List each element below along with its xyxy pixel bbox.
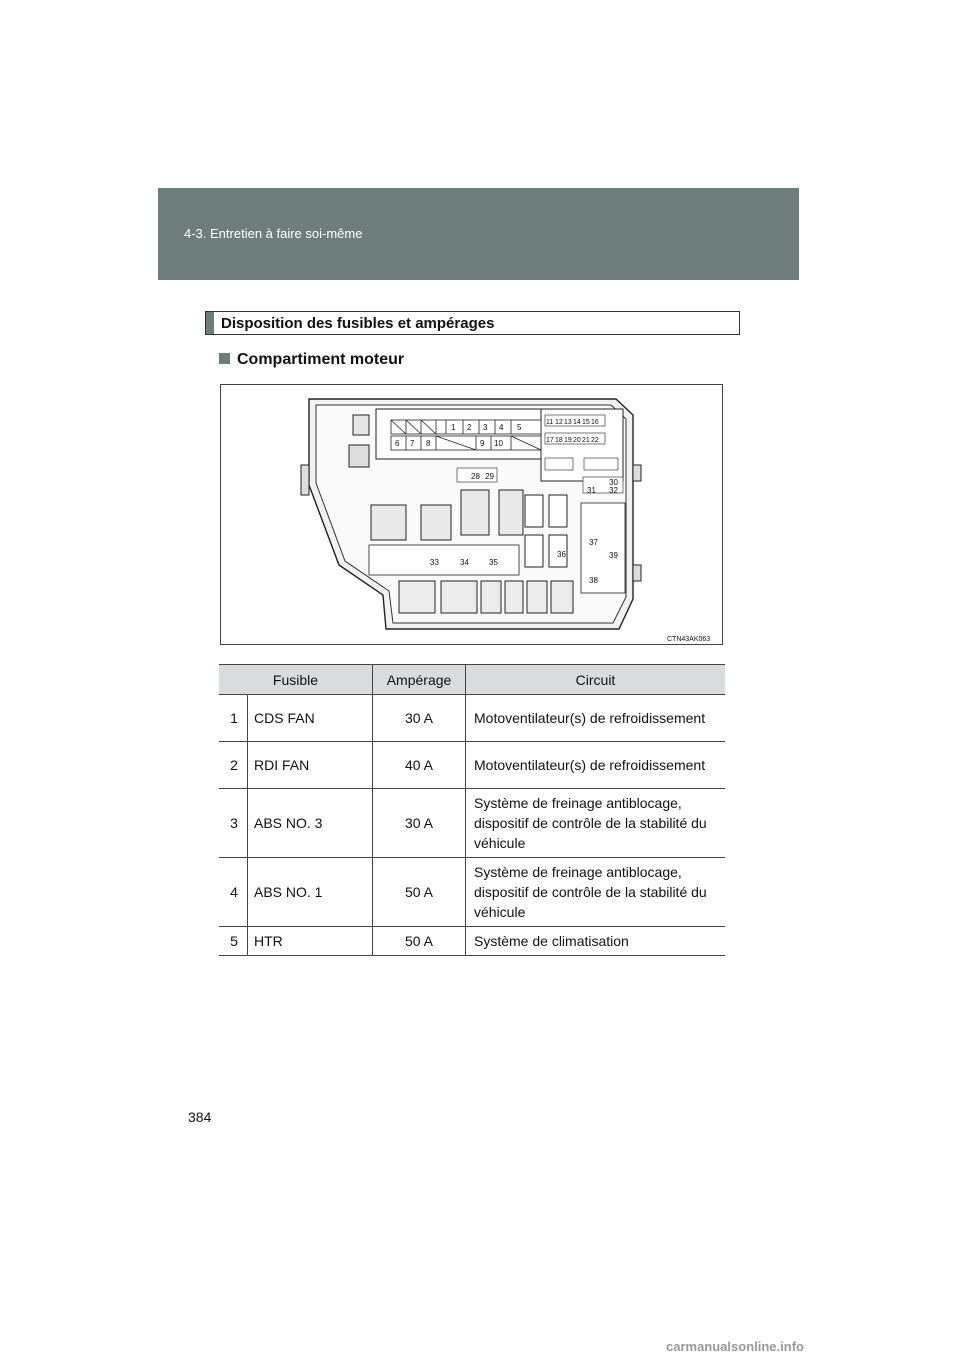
fuse-label: 11 [546, 419, 554, 426]
fuse-label: 29 [485, 472, 494, 481]
fuse-label: 28 [471, 472, 480, 481]
fuse-amperage: 50 A [373, 858, 466, 927]
fuse-label: 37 [589, 538, 598, 547]
fuse-number: 1 [219, 695, 248, 742]
fuse-label: 35 [489, 558, 498, 567]
table-row [219, 927, 725, 956]
fuse-label: 16 [591, 419, 599, 426]
fuse-label: 34 [460, 558, 469, 567]
diagram-code: CTN43AK063 [667, 636, 711, 643]
fuse-amperage: 30 A [373, 695, 466, 742]
fuse-label: 10 [494, 439, 503, 448]
fuse-label: 19 [564, 437, 572, 444]
fuse-name: CDS FAN [248, 695, 373, 742]
fuse-label: 21 [582, 437, 590, 444]
fuse-circuit: Motoventilateur(s) de refroidissement [466, 695, 726, 742]
fuse-circuit: Système de climatisation [466, 927, 726, 956]
fuse-label: 3 [483, 423, 488, 432]
fuse-label: 36 [557, 550, 566, 559]
fuse-label: 5 [517, 423, 522, 432]
fuse-table [219, 664, 725, 956]
column-header-circuit: Circuit [466, 665, 726, 695]
square-bullet-icon [219, 353, 230, 364]
fuse-label: 7 [410, 439, 415, 448]
table-row [219, 789, 725, 858]
section-title-bar [206, 312, 214, 334]
fuse-number: 3 [219, 789, 248, 858]
fuse-label: 13 [564, 419, 572, 426]
fuse-circuit: Système de freinage antiblocage, dispositif de contrôle de la stabilité du véhicule [466, 789, 726, 858]
fuse-label: 33 [430, 558, 439, 567]
fuse-label: 22 [591, 437, 599, 444]
fuse-name: RDI FAN [248, 742, 373, 789]
fuse-label: 14 [573, 419, 581, 426]
fuse-number: 4 [219, 858, 248, 927]
fuse-label: 18 [555, 437, 563, 444]
fuse-amperage: 40 A [373, 742, 466, 789]
fuse-label: 31 [587, 486, 596, 495]
fuse-label: 1 [451, 423, 456, 432]
watermark-link[interactable]: carmanualsonline.info [666, 1339, 804, 1354]
chapter-header-band [158, 188, 799, 280]
fuse-label: 8 [426, 439, 431, 448]
column-header-fuse: Fusible [219, 665, 373, 695]
subsection-title: Compartiment moteur [237, 351, 405, 368]
fuse-name: ABS NO. 3 [248, 789, 373, 858]
fuse-label: 30 [609, 478, 618, 487]
fuse-name: HTR [248, 927, 373, 956]
fuse-label: 6 [395, 439, 400, 448]
fuse-box-illustration [221, 385, 724, 646]
fuse-number: 2 [219, 742, 248, 789]
subsection-heading [219, 351, 404, 369]
fuse-box-diagram [220, 384, 723, 645]
fuse-label: 39 [609, 551, 618, 560]
fuse-label: 20 [573, 437, 581, 444]
fuse-label: 4 [499, 423, 504, 432]
fuse-name: ABS NO. 1 [248, 858, 373, 927]
table-row [219, 742, 725, 789]
fuse-label: 12 [555, 419, 563, 426]
fuse-label: 17 [546, 437, 554, 444]
fuse-circuit: Système de freinage antiblocage, dispositif de contrôle de la stabilité du véhicule [466, 858, 726, 927]
fuse-label: 9 [480, 439, 485, 448]
breadcrumb: 4-3. Entretien à faire soi-même [184, 226, 363, 241]
table-row [219, 858, 725, 927]
fuse-circuit: Motoventilateur(s) de refroidissement [466, 742, 726, 789]
page-number: 384 [188, 1109, 212, 1125]
section-title: Disposition des fusibles et ampérages [221, 315, 495, 332]
fuse-amperage: 30 A [373, 789, 466, 858]
table-header-row [219, 665, 725, 695]
column-header-amperage: Ampérage [373, 665, 466, 695]
fuse-label: 15 [582, 419, 590, 426]
fuse-amperage: 50 A [373, 927, 466, 956]
section-title-box [205, 311, 740, 335]
table-row [219, 695, 725, 742]
fuse-label: 38 [589, 576, 598, 585]
fuse-label: 2 [467, 423, 472, 432]
fuse-number: 5 [219, 927, 248, 956]
fuse-label: 32 [609, 486, 618, 495]
